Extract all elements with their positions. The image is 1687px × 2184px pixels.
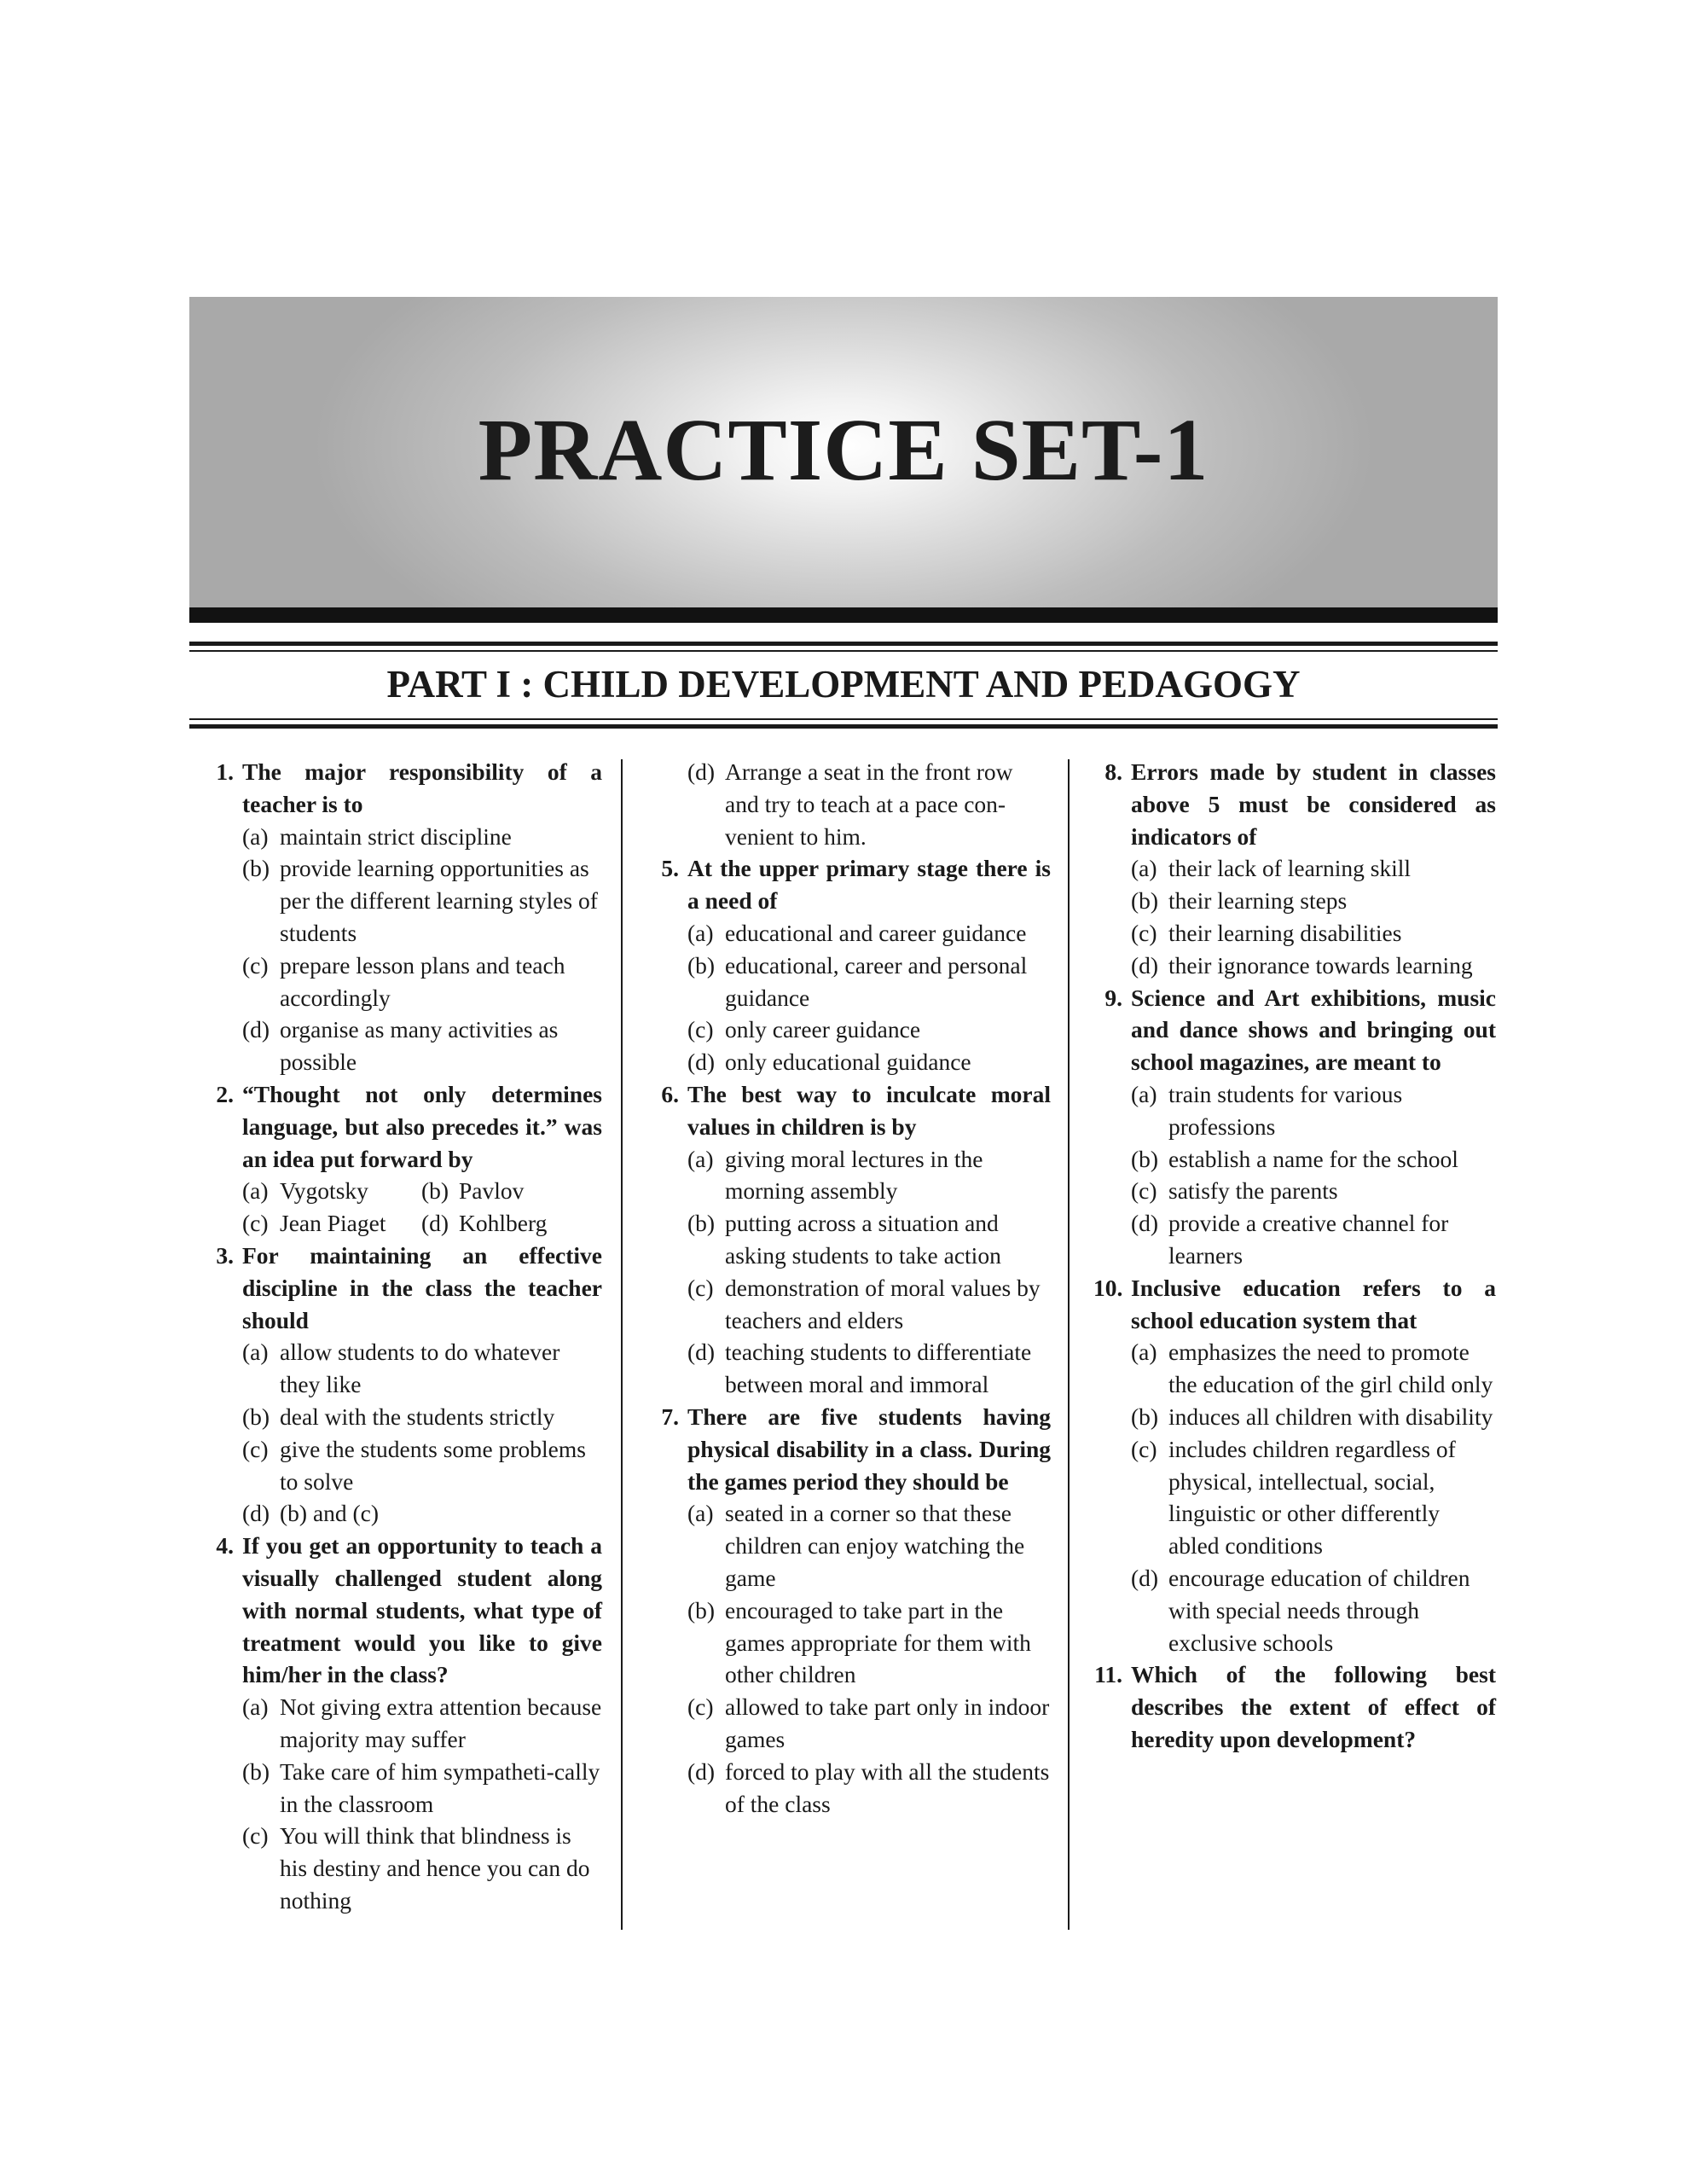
question-number: 1.	[216, 758, 234, 785]
option-d: (d) (b) and (c)	[242, 1500, 380, 1527]
option-b: (b) encouraged to take part in the games appropriate for them with other children	[687, 1596, 1031, 1688]
option-d: (d) organise as many activities as possible	[242, 1016, 559, 1076]
banner-underline-bar	[189, 607, 1498, 623]
option-d: (d) provide a creative channel for learners	[1131, 1210, 1449, 1269]
question-text: At the upper primary stage there is a need of	[687, 855, 1051, 915]
question-11	[1093, 1658, 1496, 1755]
question-text: For maintaining an effective discipline in the class the teacher should	[242, 1241, 602, 1333]
question-text: If you get an opportunity to teach a visually challenged student along with normal students, what type of treatment would you like to give him/her in the class?	[242, 1532, 602, 1688]
option-c: (c) You will think that blindness is his destiny and hence you can do nothing	[242, 1822, 590, 1914]
option-a: (a) allow students to do whatever they like	[242, 1339, 560, 1398]
section-top-rule-thin	[189, 650, 1498, 652]
option-c: (c) Jean Piaget	[242, 1210, 386, 1237]
option-b: (b) Take care of him sympatheti-cally in the classroom	[242, 1757, 600, 1817]
column-3	[1093, 756, 1496, 1756]
question-number: 6.	[661, 1080, 679, 1107]
option-c: (c) only career guidance	[687, 1016, 921, 1043]
question-4-option-d: (d) Arrange a seat in the front row and try to teach at a pace con-venient to him.	[687, 758, 1013, 850]
question-number: 4.	[216, 1532, 234, 1560]
option-a: (a) train students for various professions	[1131, 1080, 1403, 1140]
question-1	[205, 756, 602, 1078]
question-number: 11.	[1094, 1661, 1122, 1688]
question-5	[650, 852, 1051, 1078]
option-a: (a) maintain strict discipline	[242, 822, 512, 850]
option-d: (d) their ignorance towards learning	[1131, 951, 1473, 979]
option-a: (a) seated in a corner so that these children can enjoy watching the game	[687, 1500, 1025, 1591]
option-b: (b) induces all children with disability	[1131, 1403, 1493, 1430]
column-divider-1	[621, 759, 623, 1930]
option-d: (d) only educational guidance	[687, 1048, 971, 1076]
option-d: (d) encourage education of children with special needs through exclusive schools	[1131, 1564, 1470, 1656]
question-text: Science and Art exhibitions, music and dance shows and bringing out school magazines, are meant to	[1131, 984, 1496, 1076]
question-3	[205, 1240, 602, 1530]
question-number: 2.	[216, 1080, 234, 1107]
question-text: The best way to inculcate moral values in children is by	[687, 1080, 1051, 1140]
option-a: (a) emphasizes the need to promote the education of the girl child only	[1131, 1339, 1493, 1398]
title-banner	[189, 297, 1498, 607]
question-number: 10.	[1093, 1274, 1123, 1301]
option-c: (c) prepare lesson plans and teach accordingly	[242, 951, 565, 1011]
question-text: Errors made by student in classes above 5 must be considered as indicators of	[1131, 758, 1496, 850]
section-top-rule-thick	[189, 642, 1498, 646]
question-9	[1093, 982, 1496, 1272]
section-bottom-rule-thick	[189, 724, 1498, 729]
question-number: 5.	[661, 855, 679, 882]
option-b: (b) provide learning opportunities as per the different learning styles of students	[242, 855, 598, 946]
question-text: Which of the following best describes the extent of effect of heredity upon development?	[1131, 1661, 1496, 1752]
option-d: (d) forced to play with all the students of the class	[687, 1757, 1050, 1817]
question-2	[205, 1078, 602, 1240]
question-6	[650, 1078, 1051, 1401]
section-title: PART I : CHILD DEVELOPMENT AND PEDAGOGY	[386, 663, 1301, 706]
page-title: PRACTICE SET-1	[478, 401, 1209, 499]
section-bottom-rule-thin	[189, 718, 1498, 720]
option-c: (c) allowed to take part only in indoor games	[687, 1693, 1050, 1752]
option-b: (b) establish a name for the school	[1131, 1145, 1458, 1172]
option-b: (b) educational, career and personal guidance	[687, 951, 1028, 1011]
column-divider-2	[1068, 759, 1070, 1930]
option-d: (d) Kohlberg	[421, 1210, 548, 1237]
question-text: There are five students having physical disability in a class. During the games period they should be	[687, 1403, 1051, 1495]
question-number: 7.	[661, 1403, 679, 1430]
question-text: The major responsibility of a teacher is to	[242, 758, 602, 817]
option-c: (c) demonstration of moral values by teachers and elders	[687, 1274, 1041, 1333]
option-b: (b) deal with the students strictly	[242, 1403, 555, 1430]
option-c: (c) their learning disabilities	[1131, 919, 1402, 946]
option-d: (d) teaching students to differentiate between moral and immoral	[687, 1339, 1032, 1398]
option-a: (a) educational and career guidance	[687, 919, 1027, 946]
question-10	[1093, 1272, 1496, 1659]
option-a: (a) their lack of learning skill	[1131, 855, 1412, 882]
question-4	[205, 1530, 602, 1917]
question-8	[1093, 756, 1496, 982]
option-a: (a) Vygotsky	[242, 1177, 368, 1205]
option-c: (c) give the students some problems to solve	[242, 1435, 586, 1495]
question-number: 8.	[1104, 758, 1122, 785]
option-b: (b) Pavlov	[421, 1177, 525, 1205]
option-b: (b) putting across a situation and asking students to take action	[687, 1210, 1001, 1269]
question-7	[650, 1401, 1051, 1820]
option-b: (b) their learning steps	[1131, 887, 1348, 915]
option-c: (c) includes children regardless of physical, intellectual, social, linguistic or other differently abled conditions	[1131, 1435, 1456, 1560]
option-a: (a) Not giving extra attention because majority may suffer	[242, 1693, 602, 1752]
question-number: 3.	[216, 1241, 234, 1269]
question-number: 9.	[1104, 984, 1122, 1011]
column-1	[205, 756, 602, 1917]
option-a: (a) giving moral lectures in the morning assembly	[687, 1145, 983, 1205]
question-text: Inclusive education refers to a school education system that	[1131, 1274, 1496, 1333]
question-text: “Thought not only determines language, but also precedes it.” was an idea put forward by	[242, 1080, 602, 1172]
option-c: (c) satisfy the parents	[1131, 1177, 1338, 1205]
column-2	[650, 756, 1051, 1820]
